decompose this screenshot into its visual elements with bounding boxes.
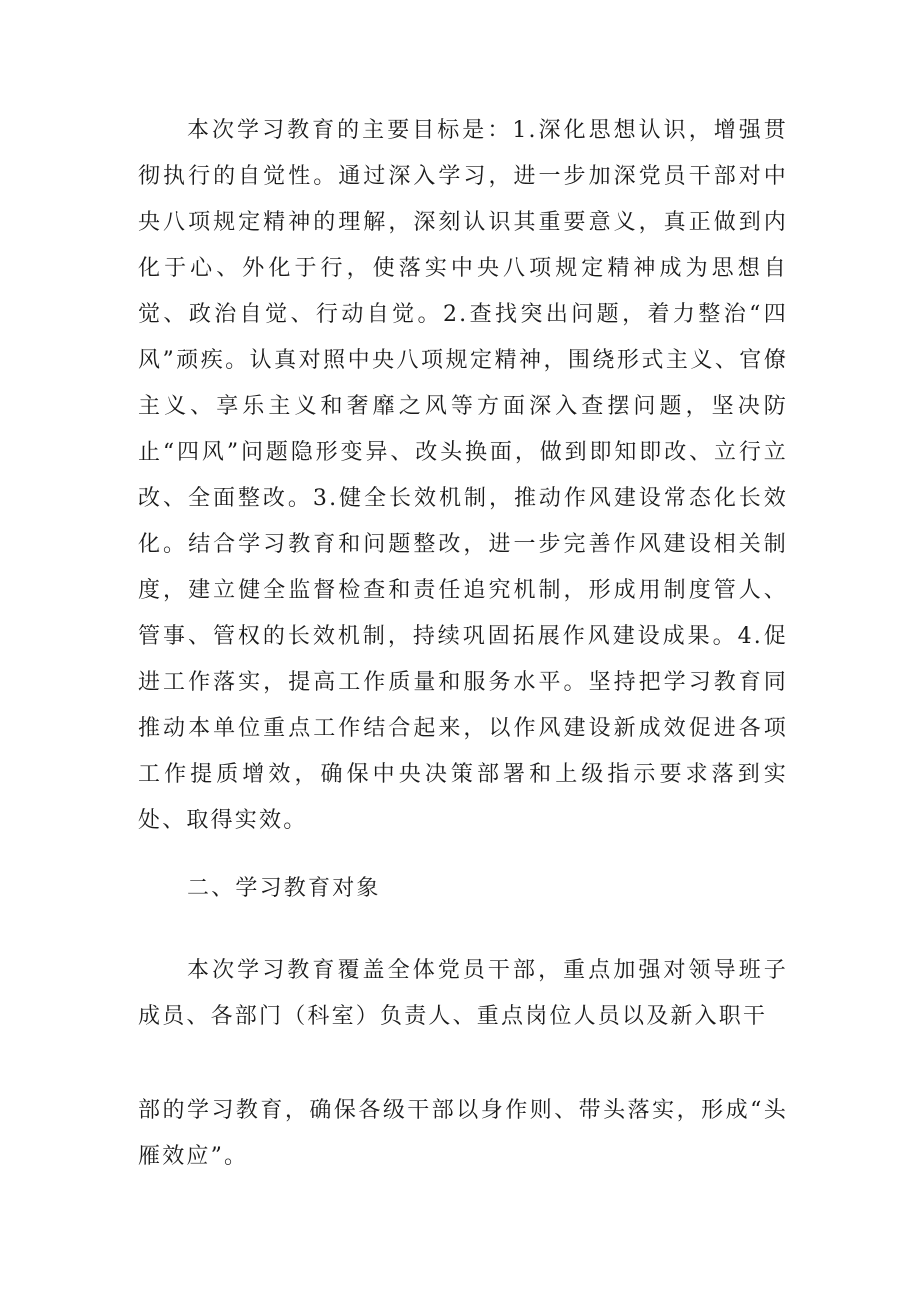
objectives-paragraph: 本次学习教育的主要目标是：1.深化思想认识，增强贯彻执行的自觉性。通过深入学习，进一步加深党员干部对中央八项规定精神的理解，深刻认识其重要意义，真正做到内化于心、外化于行，使落实中央八项规定精神成为思想自觉、政治自觉、行动自觉。2.查找突出问题，着力整治“四风”顽疾。认真对照中央八项规定精神，围绕形式主义、官僚主义、享乐主义和奢靡之风等方面深入查摆问题，坚决防止“四风”问题隐形变异、改头换面，做到即知即改、立行立改、全面整改。3.健全长效机制，推动作风建设常态化长效化。结合学习教育和问题整改，进一步完善作风建设相关制度，建立健全监督检查和责任追究机制，形成用制度管人、管事、管权的长效机制，持续巩固拓展作风建设成果。4.促进工作落实，提高工作质量和服务水平。坚持把学习教育同推动本单位重点工作结合起来，以作风建设新成效促进各项工作提质增效，确保中央决策部署和上级指示要求落到实处、取得实效。 (138, 118, 788, 833)
audience-paragraph-continued: 部的学习教育，确保各级干部以身作则、带头落实，形成“头雁效应”。 (138, 1098, 788, 1169)
section-heading: 二、学习教育对象 (187, 876, 381, 901)
audience-paragraph: 本次学习教育覆盖全体党员干部，重点加强对领导班子成员、各部门（科室）负责人、重点岗位人员以及新入职干 (138, 958, 788, 1029)
